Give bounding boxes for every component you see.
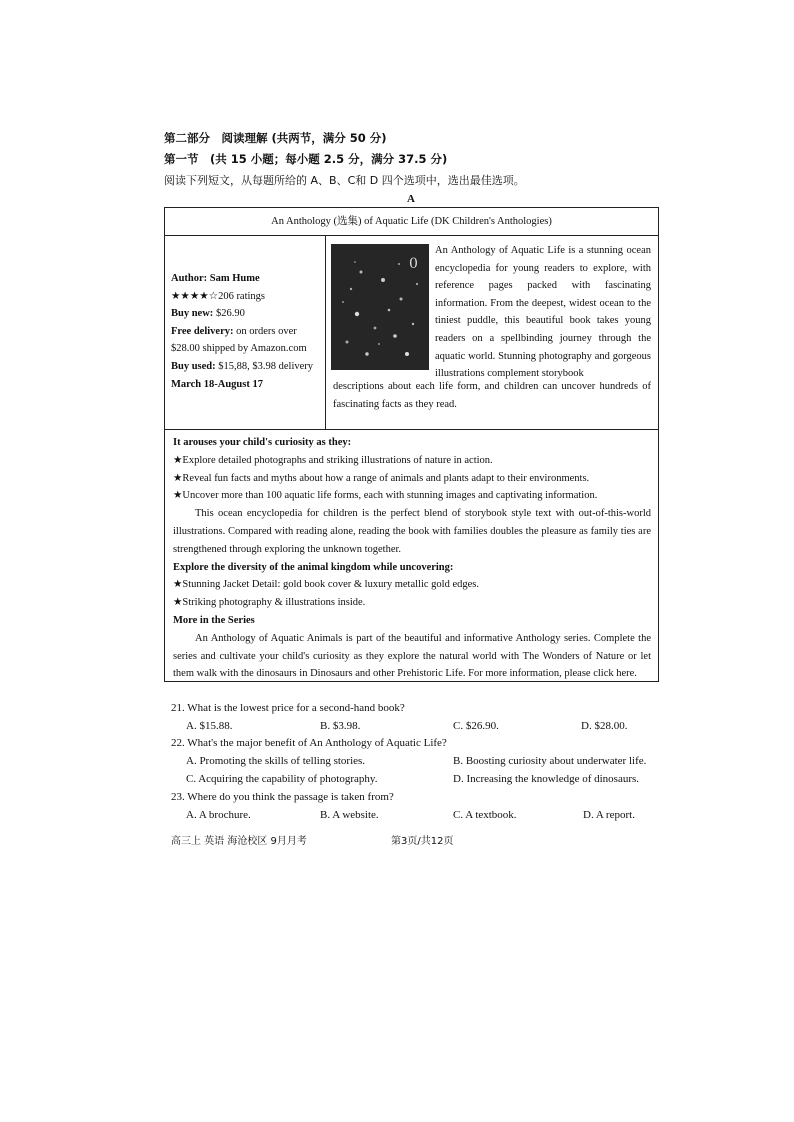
bullet-item: ★Stunning Jacket Detail: gold book cover & luxury metallic gold edges.: [173, 579, 479, 591]
q22-option-b[interactable]: B. Boosting curiosity about underwater life.: [453, 755, 647, 767]
product-description-continued: descriptions about each life form, and children can uncover hundreds of fascinating facts as they read.: [333, 381, 651, 410]
ad-box: [164, 207, 659, 682]
bullet-item: ★Striking photography & illustrations inside.: [173, 597, 366, 609]
product-description: An Anthology of Aquatic Life is a stunning ocean encyclopedia for young readers to explore, with reference pages packed with fascinating information. From the deepest, widest ocean to the tiniest puddle, this beautiful book takes young readers on a spellbinding journey through the aquatic world. Stunning photography and gorgeous illustrations complement storybook: [435, 245, 651, 380]
product-info: [171, 270, 313, 393]
q21-option-b[interactable]: B. $3.98.: [320, 720, 361, 732]
buy-used-price: $15,88, $3.98 delivery: [218, 360, 314, 372]
date-range: March 18-August 17: [171, 378, 263, 390]
q22-option-d[interactable]: D. Increasing the knowledge of dinosaurs.: [453, 773, 640, 785]
series-paragraph: An Anthology of Aquatic Animals is part of the beautiful and informative Anthology series. Complete the series and cultivate your child's curiosity as they explore the natural world with The Wonders of Nature or let them walk with the dinosaurs in Dinosaurs and other Prehistoric Life. For more information, please click here.: [173, 632, 651, 680]
question-23: 23. Where do you think the passage is taken from?: [171, 791, 394, 803]
q22-option-c[interactable]: C. Acquiring the capability of photography.: [186, 773, 378, 785]
bullet-item: ★Reveal fun facts and myths about how a range of animals and plants adapt to their environments.: [173, 472, 590, 484]
book-cover-art: [331, 244, 429, 370]
passage-label: A: [407, 193, 415, 205]
footer-exam-info: 高三上 英语 海沧校区 9月月考: [171, 836, 307, 847]
ad-title: An Anthology (选集) of Aquatic Life (DK Children's Anthologies): [165, 208, 658, 236]
q23-option-d[interactable]: D. A report.: [583, 809, 635, 821]
ratings[interactable]: ★★★★☆206 ratings: [171, 290, 266, 302]
delivery-value: on orders over: [236, 325, 297, 337]
q21-option-d[interactable]: D. $28.00.: [581, 720, 628, 732]
q21-option-a[interactable]: A. $15.88.: [186, 720, 233, 732]
series-heading: More in the Series: [173, 614, 255, 626]
buy-used-label: Buy used:: [171, 360, 216, 372]
product-row: [165, 236, 658, 430]
delivery-value-2: $28.00 shipped by Amazon.com: [171, 343, 307, 355]
book-cover-image: [331, 244, 429, 370]
product-info-cell: [165, 236, 326, 429]
delivery-label: Free delivery:: [171, 325, 234, 337]
q23-option-b[interactable]: B. A website.: [320, 809, 379, 821]
q23-option-c[interactable]: C. A textbook.: [453, 809, 517, 821]
q22-option-a[interactable]: A. Promoting the skills of telling stories.: [186, 755, 366, 767]
q21-option-c[interactable]: C. $26.90.: [453, 720, 499, 732]
section-heading: 第一节 (共 15 小题；每小题 2.5 分，满分 37.5 分): [164, 152, 448, 166]
buy-new-price: $26.90: [215, 308, 245, 320]
svg-text:0: 0: [409, 256, 418, 272]
author-label: Author: Sam Hume: [171, 273, 260, 284]
product-details: [173, 434, 651, 683]
bullet-item: ★Explore detailed photographs and striking illustrations of nature in action.: [173, 454, 493, 466]
question-21: 21. What is the lowest price for a second-hand book?: [171, 702, 405, 714]
buy-new-label: Buy new:: [171, 308, 214, 320]
instruction: 阅读下列短文，从每题所给的 A、B、C和 D 四个选项中，选出最佳选项。: [164, 174, 525, 187]
question-22: 22. What's the major benefit of An Anthology of Aquatic Life?: [171, 737, 447, 749]
bullet-item: ★Uncover more than 100 aquatic life forms, each with stunning images and captivating information.: [173, 490, 598, 502]
part-heading: 第二部分 阅读理解 (共两节，满分 50 分): [164, 131, 387, 145]
curiosity-heading: It arouses your child's curiosity as they:: [173, 437, 352, 448]
page-number: 第3页/共12页: [391, 836, 454, 847]
encyclopedia-paragraph: This ocean encyclopedia for children is the perfect blend of storybook style text with out-of-this-world illustrations. Compared with reading alone, reading the book with families doubles the pleasure as family ties are strengthened through exploring the unknown together.: [173, 508, 651, 555]
q23-option-a[interactable]: A. A brochure.: [186, 809, 251, 821]
diversity-heading: Explore the diversity of the animal kingdom while uncovering:: [173, 561, 454, 573]
